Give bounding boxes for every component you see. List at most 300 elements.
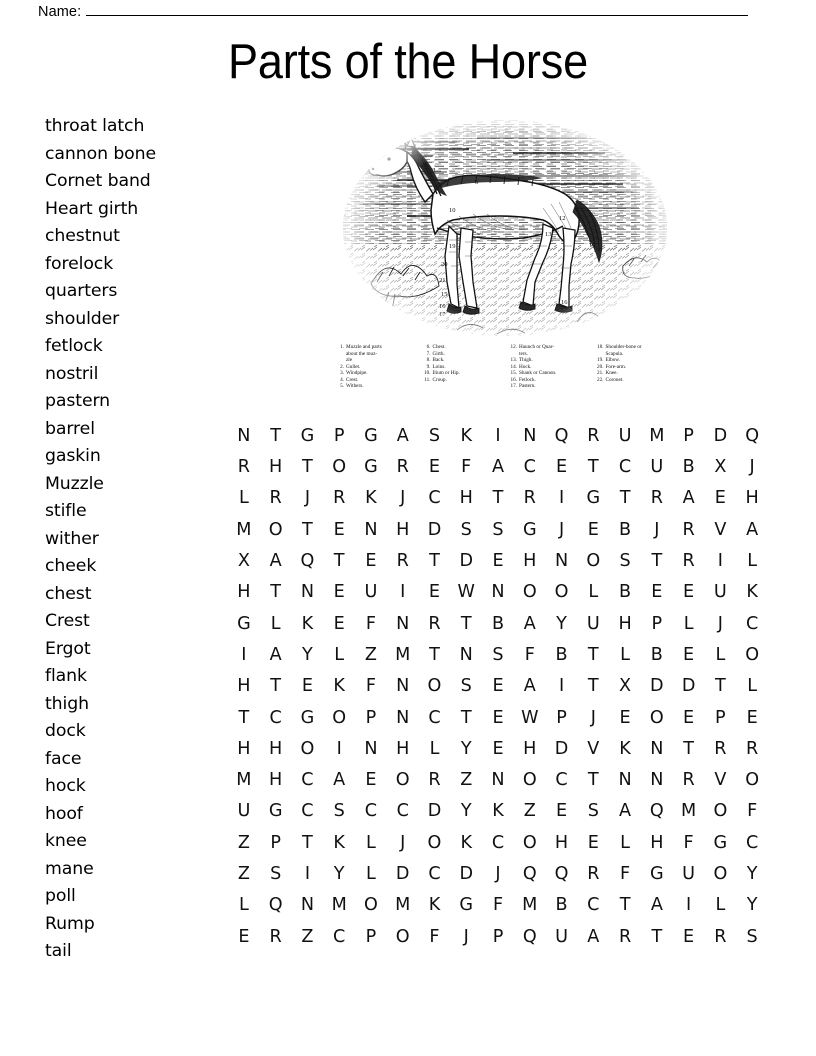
grid-cell[interactable]: L [366,864,376,884]
grid-cell[interactable]: D [650,676,664,697]
grid-cell[interactable]: X [237,551,250,572]
grid-cell[interactable]: T [270,425,282,446]
grid-cell[interactable]: O [554,582,569,603]
grid-cell[interactable]: R [587,425,600,446]
grid-cell[interactable]: T [302,457,313,478]
grid-cell[interactable]: U [682,864,696,884]
grid-cell[interactable]: I [304,864,311,884]
grid-cell[interactable]: G [586,488,601,509]
grid-cell[interactable]: T [651,551,663,572]
grid-cell[interactable]: B [682,457,695,478]
grid-cell[interactable]: A [333,770,346,791]
grid-cell[interactable]: C [745,613,759,634]
grid-cell[interactable]: T [651,926,663,947]
grid-cell[interactable]: H [618,613,632,634]
grid-cell[interactable]: P [683,425,694,446]
grid-cell[interactable]: C [333,926,346,947]
grid-cell[interactable]: V [587,738,600,759]
grid-cell[interactable]: Z [237,864,250,884]
grid-cell[interactable]: J [400,488,406,509]
grid-cell[interactable]: K [746,582,758,603]
grid-cell[interactable]: J [749,457,755,478]
grid-cell[interactable]: E [238,926,250,947]
grid-cell[interactable]: A [746,519,759,540]
grid-cell[interactable]: E [619,707,631,728]
grid-cell[interactable]: S [619,551,631,572]
grid-cell[interactable]: A [491,457,505,478]
grid-cell[interactable]: Q [300,551,315,572]
grid-cell[interactable]: E [492,707,504,728]
grid-cell[interactable]: I [400,582,406,603]
grid-cell[interactable]: O [745,770,760,791]
grid-cell[interactable]: K [333,676,345,697]
grid-cell[interactable]: C [587,895,600,916]
grid-cell[interactable]: K [460,425,473,446]
grid-cell[interactable]: I [717,551,723,572]
grid-cell[interactable]: E [333,519,345,540]
grid-cell[interactable]: F [683,832,694,853]
grid-cell[interactable]: O [522,582,537,603]
grid-cell[interactable]: B [619,519,632,540]
grid-cell[interactable]: T [587,644,599,665]
grid-cell[interactable]: P [270,832,281,853]
grid-row [228,734,768,765]
grid-cell[interactable]: J [463,926,469,947]
grid-cell[interactable]: Z [364,644,377,665]
grid-cell[interactable]: E [492,551,504,572]
grid-cell[interactable]: O [522,770,537,791]
grid-cell[interactable]: T [333,551,345,572]
grid-cell[interactable]: U [650,457,664,478]
grid-cell[interactable]: U [555,926,568,947]
grid-cell[interactable]: T [429,644,440,665]
grid-cell[interactable]: B [555,895,568,916]
grid-cell[interactable]: C [364,801,378,822]
grid-cell[interactable]: N [650,770,664,791]
grid-cell[interactable]: L [588,582,599,603]
grid-cell[interactable]: B [650,644,663,665]
grid-cell[interactable]: A [619,801,632,822]
grid-cell[interactable]: M [331,895,347,916]
grid-cell[interactable]: N [396,676,410,697]
grid-cell[interactable]: H [554,832,569,853]
grid-cell[interactable]: L [747,676,758,697]
grid-cell[interactable]: C [428,707,441,728]
grid-cell[interactable]: E [683,644,695,665]
legend-entry-number: 6. [426,344,431,350]
grid-cell[interactable]: G [459,895,474,916]
grid-cell[interactable]: H [459,488,473,509]
grid-cell[interactable]: C [618,457,632,478]
grid-cell[interactable]: T [460,613,472,634]
grid-cell[interactable]: Y [746,895,758,916]
grid-cell[interactable]: M [236,519,252,540]
grid-cell[interactable]: E [683,926,695,947]
grid-cell[interactable]: O [332,707,347,728]
grid-cell[interactable]: O [395,926,410,947]
grid-cell[interactable]: F [620,864,631,884]
grid-cell[interactable]: K [365,488,377,509]
grid-cell[interactable]: P [492,926,504,947]
grid-cell[interactable]: S [460,519,472,540]
grid-cell[interactable]: O [364,895,378,916]
grid-cell[interactable]: O [427,832,442,853]
grid-cell[interactable]: P [365,707,377,728]
grid-cell[interactable]: R [396,551,409,572]
grid-cell[interactable]: U [618,425,632,446]
grid-cell[interactable]: N [491,582,505,603]
grid-cell[interactable]: J [717,613,723,634]
grid-cell[interactable]: G [237,613,251,634]
legend-entry-text: Hock. [519,363,532,370]
grid-cell[interactable]: L [715,895,726,916]
grid-cell[interactable]: Z [460,770,473,791]
grid-cell[interactable]: I [495,425,501,446]
grid-cell[interactable]: Q [745,425,760,446]
grid-cell[interactable]: J [495,864,501,884]
grid-cell[interactable]: D [427,801,442,822]
grid-cell[interactable]: E [587,519,599,540]
grid-cell[interactable]: O [300,738,315,759]
grid-cell[interactable]: Y [302,644,313,665]
grid-cell[interactable]: R [269,926,282,947]
grid-cell[interactable]: L [366,832,376,853]
grid-cell[interactable]: V [714,770,727,791]
grid-cell[interactable]: L [429,738,440,759]
grid-cell[interactable]: E [492,676,504,697]
grid-cell[interactable]: C [269,707,282,728]
grid-cell[interactable]: Q [554,425,569,446]
grid-cell[interactable]: G [364,457,378,478]
grid-cell[interactable]: J [304,488,311,509]
grid-cell[interactable]: D [427,519,442,540]
grid-cell[interactable]: A [523,613,536,634]
grid-cell[interactable]: E [333,582,345,603]
grid-cell[interactable]: Q [268,895,283,916]
grid-cell[interactable]: E [651,582,663,603]
grid-cell[interactable]: H [523,738,537,759]
grid-cell[interactable]: H [523,551,537,572]
grid-cell[interactable]: R [714,926,727,947]
grid-cell[interactable]: R [396,457,409,478]
grid-cell[interactable]: I [558,488,565,509]
grid-cell[interactable]: L [620,832,630,853]
grid-cell[interactable]: Q [522,926,537,947]
grid-cell[interactable]: T [683,738,694,759]
grid-cell[interactable]: D [554,738,569,759]
grid-cell[interactable]: T [619,488,631,509]
grid-cell[interactable]: R [746,738,759,759]
grid-cell[interactable]: P [651,613,663,634]
grid-cell[interactable]: H [237,738,251,759]
grid-cell[interactable]: C [396,801,409,822]
legend-entry-text: Knee. [605,370,618,376]
grid-cell[interactable]: N [459,644,473,665]
grid-cell[interactable]: W [521,707,539,728]
grid-cell[interactable]: L [620,644,630,665]
grid-cell[interactable]: L [747,551,758,572]
grid-cell[interactable]: T [714,676,726,697]
grid-row [228,859,768,890]
grid-cell[interactable]: H [237,582,251,603]
grid-cell[interactable]: O [395,770,410,791]
grid-cell[interactable]: M [395,895,411,916]
grid-cell[interactable]: T [270,582,282,603]
grid-cell[interactable]: T [238,707,250,728]
grid-cell[interactable]: E [301,676,313,697]
grid-cell[interactable]: H [650,832,664,853]
grid-cell[interactable]: R [714,738,727,759]
grid-cell[interactable]: E [555,801,568,822]
grid-cell[interactable]: E [492,738,504,759]
grid-cell[interactable]: B [555,644,568,665]
grid-cell[interactable]: Z [301,926,314,947]
grid-cell[interactable]: J [400,832,406,853]
grid-cell[interactable]: M [395,644,411,665]
grid-cell[interactable]: Q [522,864,537,884]
grid-cell[interactable]: A [587,926,600,947]
grid-cell[interactable]: M [649,425,665,446]
grid-cell[interactable]: E [555,457,568,478]
grid-cell[interactable]: U [713,582,727,603]
grid-cell[interactable]: C [523,457,536,478]
grid-cell[interactable]: L [683,613,694,634]
grid-cell[interactable]: S [428,425,441,446]
grid-cell[interactable]: H [396,738,410,759]
grid-cell[interactable]: N [491,770,505,791]
grid-cell[interactable]: T [429,551,440,572]
grid-cell[interactable]: A [682,488,695,509]
grid-cell[interactable]: V [714,519,727,540]
grid-cell[interactable]: D [395,864,410,884]
grid-cell[interactable]: S [492,519,504,540]
grid-cell[interactable]: W [457,582,475,603]
grid-cell[interactable]: E [683,582,695,603]
grid-cell[interactable]: T [270,676,282,697]
grid-cell[interactable]: N [554,551,569,572]
name-write-in-line[interactable] [86,2,748,16]
grid-cell[interactable]: F [492,895,504,916]
grid-cell[interactable]: E [428,582,441,603]
grid-row [228,828,768,859]
grid-cell[interactable]: D [681,676,696,697]
grid-cell[interactable]: Y [460,801,472,822]
grid-cell[interactable]: A [523,676,536,697]
grid-cell[interactable]: T [587,457,599,478]
grid-cell[interactable]: G [650,864,664,884]
grid-cell[interactable]: A [650,895,663,916]
grid-cell[interactable]: G [522,519,537,540]
grid-cell[interactable]: E [365,551,377,572]
grid-cell[interactable]: P [365,926,377,947]
grid-cell[interactable]: R [682,770,695,791]
grid-cell[interactable]: Q [649,801,664,822]
grid-cell[interactable]: O [649,707,664,728]
grid-cell[interactable]: G [300,425,315,446]
grid-cell[interactable]: R [269,488,282,509]
grid-cell[interactable]: M [681,801,697,822]
grid-cell[interactable]: E [333,613,345,634]
grid-cell[interactable]: G [268,801,283,822]
grid-cell[interactable]: R [587,864,600,884]
grid-cell[interactable]: C [301,770,314,791]
grid-cell[interactable]: B [491,613,505,634]
grid-cell[interactable]: T [302,832,313,853]
grid-cell[interactable]: I [241,644,247,665]
grid-cell[interactable]: R [650,488,663,509]
grid-cell[interactable]: D [459,864,474,884]
grid-cell[interactable]: N [364,738,378,759]
grid-cell[interactable]: N [237,425,251,446]
grid-cell[interactable]: X [714,457,727,478]
grid-cell[interactable]: N [650,738,664,759]
grid-cell[interactable]: L [270,613,281,634]
grid-cell[interactable]: E [365,770,377,791]
grid-cell[interactable]: K [333,832,345,853]
grid-cell[interactable]: E [683,707,695,728]
grid-cell[interactable]: S [587,801,599,822]
grid-cell[interactable]: H [237,676,251,697]
grid-cell[interactable]: U [586,613,600,634]
word-list-item: forelock [45,253,114,274]
grid-cell[interactable]: H [396,519,410,540]
grid-cell[interactable]: N [396,707,410,728]
grid-cell[interactable]: P [556,707,567,728]
grid-cell[interactable]: H [269,457,283,478]
grid-cell[interactable]: C [491,832,505,853]
grid-cell[interactable]: Z [523,801,536,822]
grid-cell[interactable]: O [713,801,728,822]
grid-cell[interactable]: C [745,832,759,853]
grid-cell[interactable]: S [270,864,282,884]
grid-cell[interactable]: Y [556,613,567,634]
grid-cell[interactable]: Y [746,864,758,884]
grid-cell[interactable]: A [269,551,282,572]
grid-cell[interactable]: Y [460,738,472,759]
grid-cell[interactable]: U [237,801,251,822]
grid-cell[interactable]: M [236,770,252,791]
grid-cell[interactable]: D [713,425,728,446]
grid-cell[interactable]: D [459,551,474,572]
grid-cell[interactable]: R [333,488,346,509]
grid-cell[interactable]: L [715,644,726,665]
grid-cell[interactable]: L [238,488,249,509]
grid-cell[interactable]: K [460,832,473,853]
grid-cell[interactable]: T [587,676,599,697]
grid-cell[interactable]: I [336,738,342,759]
grid-cell[interactable]: T [302,519,313,540]
grid-cell[interactable]: Y [333,864,345,884]
grid-cell[interactable]: C [555,770,568,791]
grid-cell[interactable]: H [745,488,759,509]
grid-cell[interactable]: F [429,926,440,947]
grid-cell[interactable]: O [268,519,283,540]
grid-cell[interactable]: F [461,457,472,478]
grid-cell[interactable]: Q [554,864,569,884]
grid-cell[interactable]: T [619,895,631,916]
grid-cell[interactable]: O [713,864,728,884]
grid-cell[interactable]: G [300,707,315,728]
grid-cell[interactable]: N [523,425,537,446]
grid-cell[interactable]: S [492,644,504,665]
grid-cell[interactable]: K [619,738,631,759]
grid-cell[interactable]: C [301,801,314,822]
grid-cell[interactable]: F [365,676,376,697]
grid-cell[interactable]: G [364,425,378,446]
grid-cell[interactable]: T [587,770,599,791]
grid-cell[interactable]: X [619,676,632,697]
grid-cell[interactable]: O [522,832,537,853]
grid-cell[interactable]: R [428,613,441,634]
grid-cell[interactable]: F [365,613,376,634]
grid-cell[interactable]: O [586,551,601,572]
grid-cell[interactable]: J [654,519,660,540]
grid-cell[interactable]: E [428,457,441,478]
grid-cell[interactable]: O [332,457,347,478]
grid-cell[interactable]: J [590,707,596,728]
grid-cell[interactable]: N [300,895,314,916]
grid-cell[interactable]: A [396,425,409,446]
grid-cell[interactable]: R [523,488,536,509]
grid-cell[interactable]: B [619,582,632,603]
grid-cell[interactable]: H [269,738,283,759]
grid-cell[interactable]: R [682,519,695,540]
grid-row [228,546,768,577]
grid-cell[interactable]: E [714,488,726,509]
grid-cell[interactable]: G [713,832,728,853]
grid-cell[interactable]: E [746,707,758,728]
legend-entry-text: Windpipe. [346,370,368,376]
grid-cell[interactable]: N [396,613,410,634]
grid-cell[interactable]: R [237,457,250,478]
grid-cell[interactable]: K [492,801,504,822]
grid-cell[interactable]: K [301,613,314,634]
grid-cell[interactable]: S [746,926,758,947]
grid-cell[interactable]: Z [237,832,250,853]
grid-cell[interactable]: P [333,425,345,446]
grid-cell[interactable]: N [364,519,378,540]
grid-cell[interactable]: T [460,707,472,728]
grid-cell[interactable]: F [747,801,758,822]
grid-cell[interactable]: J [558,519,565,540]
grid-cell[interactable]: N [618,770,632,791]
grid-cell[interactable]: E [587,832,599,853]
grid-cell[interactable]: C [428,864,441,884]
word-list-item: throat latch [45,116,145,136]
grid-cell[interactable]: F [524,644,535,665]
grid-cell[interactable]: R [618,926,632,947]
grid-cell[interactable]: R [428,770,441,791]
grid-cell[interactable]: R [682,551,695,572]
grid-cell[interactable]: H [269,770,283,791]
grid-cell[interactable]: L [238,895,249,916]
grid-cell[interactable]: A [269,644,282,665]
grid-cell[interactable]: O [427,676,442,697]
grid-cell[interactable]: P [715,707,726,728]
grid-cell[interactable]: U [364,582,378,603]
grid-cell[interactable]: S [333,801,345,822]
grid-cell[interactable]: S [460,676,472,697]
grid-cell[interactable]: K [428,895,441,916]
grid-cell[interactable]: I [558,676,565,697]
grid-cell[interactable]: C [428,488,441,509]
grid-cell[interactable]: T [492,488,504,509]
grid-cell[interactable]: O [745,644,760,665]
grid-cell[interactable]: M [522,895,538,916]
grid-cell[interactable]: I [686,895,692,916]
grid-cell[interactable]: L [334,644,345,665]
grid-cell[interactable]: N [300,582,314,603]
